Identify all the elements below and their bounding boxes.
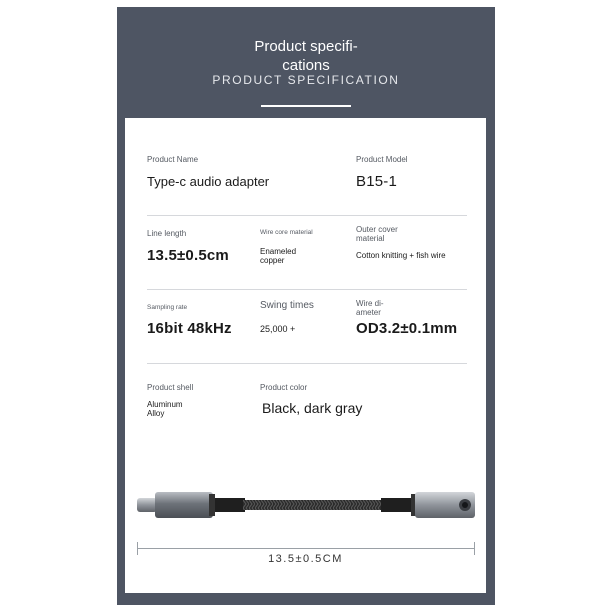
- strain-relief-left: [215, 498, 245, 512]
- spec-card: [125, 118, 486, 593]
- product-model-label: Product Model: [356, 155, 408, 164]
- product-color-value: Black, dark gray: [262, 400, 363, 416]
- sampling-rate-label: Sampling rate: [147, 304, 188, 311]
- line-length-label: Line length: [147, 229, 187, 238]
- row-divider: [147, 363, 467, 364]
- product-color-label: Product color: [260, 383, 308, 392]
- line-length-value: 13.5±0.5cm: [147, 247, 229, 264]
- header-title-line1: Product specifi-: [254, 38, 358, 55]
- product-shell-label: Product shell: [147, 383, 194, 392]
- outer-cover-label-line1: Outer cover: [356, 225, 398, 234]
- outer-cover-label: [356, 225, 398, 243]
- wire-diameter-label-line1: Wire di-: [356, 299, 384, 308]
- strain-relief-right: [381, 498, 411, 512]
- type-c-connector-icon: [137, 492, 215, 518]
- header-title-line2: cations: [282, 57, 330, 74]
- cable-illustration: [135, 476, 477, 536]
- audio-jack-connector-icon: [411, 492, 475, 518]
- outer-cover-label-line2: material: [356, 234, 385, 243]
- swing-times-label: Swing times: [260, 300, 314, 311]
- product-shell-value-line2: Alloy: [147, 409, 165, 418]
- wire-diameter-label-line2: ameter: [356, 308, 381, 317]
- header-subtitle: PRODUCT SPECIFICATION: [212, 73, 400, 87]
- row-divider: [147, 289, 467, 290]
- outer-cover-value: Cotton knitting + fish wire: [356, 251, 446, 260]
- dimension-label: 13.5±0.5CM: [268, 553, 343, 565]
- wire-core-value-line1: Enameled: [260, 247, 297, 256]
- spec-panel: [117, 7, 495, 605]
- wire-diameter-label: [356, 299, 384, 317]
- wire-diameter-value: OD3.2±0.1mm: [356, 320, 458, 337]
- product-name-value: Type-c audio adapter: [147, 174, 270, 189]
- header-divider: [261, 105, 351, 107]
- product-model-value: B15-1: [356, 173, 398, 190]
- swing-times-value: 25,000 +: [260, 324, 296, 334]
- product-name-label: Product Name: [147, 155, 199, 164]
- product-shell-value-line1: Aluminum: [147, 400, 183, 409]
- wire-core-value: [260, 247, 296, 265]
- wire-core-value-line2: copper: [260, 256, 285, 265]
- dimension-line: [137, 548, 475, 549]
- row-divider: [147, 215, 467, 216]
- sampling-rate-value: 16bit 48kHz: [147, 320, 232, 337]
- braided-cable-icon: [243, 500, 383, 510]
- header-title: [117, 37, 495, 75]
- wire-core-label: Wire core material: [260, 229, 313, 236]
- product-shell-value: [147, 400, 183, 418]
